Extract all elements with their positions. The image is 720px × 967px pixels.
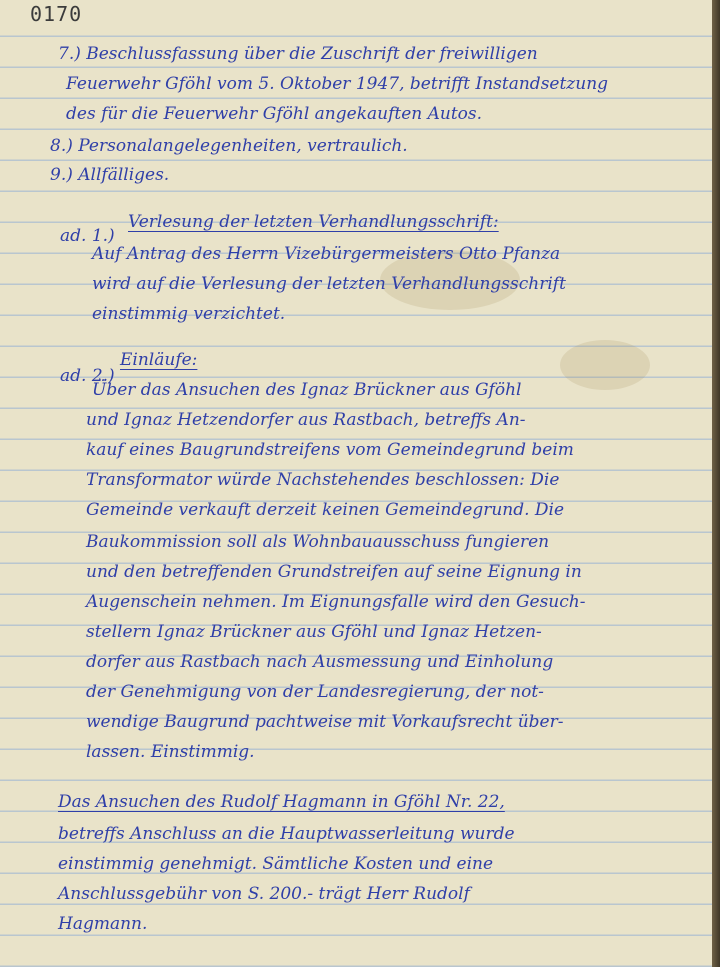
body-line: einstimmig genehmigt. Sämtliche Kosten und eine bbox=[58, 854, 494, 874]
agenda-line: 9.) Allfälliges. bbox=[50, 165, 170, 185]
body-line: Augenschein nehmen. Im Eignungsfalle wird den Gesuch- bbox=[86, 592, 586, 612]
body-line: wird auf die Verlesung der letzten Verhandlungsschrift bbox=[92, 274, 566, 294]
agenda-line: 8.) Personalangelegenheiten, vertraulich. bbox=[50, 136, 408, 156]
body-line: und Ignaz Hetzendorfer aus Rastbach, betreffs An- bbox=[86, 410, 526, 430]
body-line: stellern Ignaz Brückner aus Gföhl und Ignaz Hetzen- bbox=[86, 622, 542, 642]
body-line: Auf Antrag des Herrn Vizebürgermeisters Otto Pfanza bbox=[92, 244, 561, 264]
body-line: Baukommission soll als Wohnbauausschuss fungieren bbox=[86, 532, 550, 552]
section-label: ad. 2.) bbox=[60, 366, 115, 386]
page-number: 0170 bbox=[30, 2, 83, 26]
paper-stain bbox=[560, 340, 650, 390]
body-line: einstimmig verzichtet. bbox=[92, 304, 286, 324]
body-line: Gemeinde verkauft derzeit keinen Gemeindegrund. Die bbox=[86, 500, 565, 520]
body-line: kauf eines Baugrundstreifens vom Gemeindegrund beim bbox=[86, 440, 574, 460]
body-line: betreffs Anschluss an die Hauptwasserleitung wurde bbox=[58, 824, 515, 844]
section-heading: Verlesung der letzten Verhandlungsschrift: bbox=[128, 212, 499, 232]
body-line: Hagmann. bbox=[58, 914, 148, 934]
agenda-line: 7.) Beschlussfassung über die Zuschrift der freiwilligen bbox=[58, 44, 538, 64]
body-line: Anschlussgebühr von S. 200.- trägt Herr Rudolf bbox=[58, 884, 470, 904]
body-line: der Genehmigung von der Landesregierung, der not- bbox=[86, 682, 544, 702]
body-line: und den betreffenden Grundstreifen auf seine Eignung in bbox=[86, 562, 582, 582]
body-line: lassen. Einstimmig. bbox=[86, 742, 255, 762]
agenda-line: Feuerwehr Gföhl vom 5. Oktober 1947, betrifft Instandsetzung bbox=[66, 74, 609, 94]
body-line: Über das Ansuchen des Ignaz Brückner aus Gföhl bbox=[92, 380, 522, 400]
section-label: ad. 1.) bbox=[60, 226, 115, 246]
agenda-line: des für die Feuerwehr Gföhl angekauften Autos. bbox=[66, 104, 483, 124]
body-line: Transformator würde Nachstehendes beschlossen: Die bbox=[86, 470, 560, 490]
page-edge bbox=[712, 0, 720, 967]
body-line: Das Ansuchen des Rudolf Hagmann in Gföhl Nr. 22, bbox=[58, 792, 505, 812]
body-line: wendige Baugrund pachtweise mit Vorkaufsrecht über- bbox=[86, 712, 564, 732]
body-line: dorfer aus Rastbach nach Ausmessung und Einholung bbox=[86, 652, 554, 672]
section-heading: Einläufe: bbox=[120, 350, 198, 370]
